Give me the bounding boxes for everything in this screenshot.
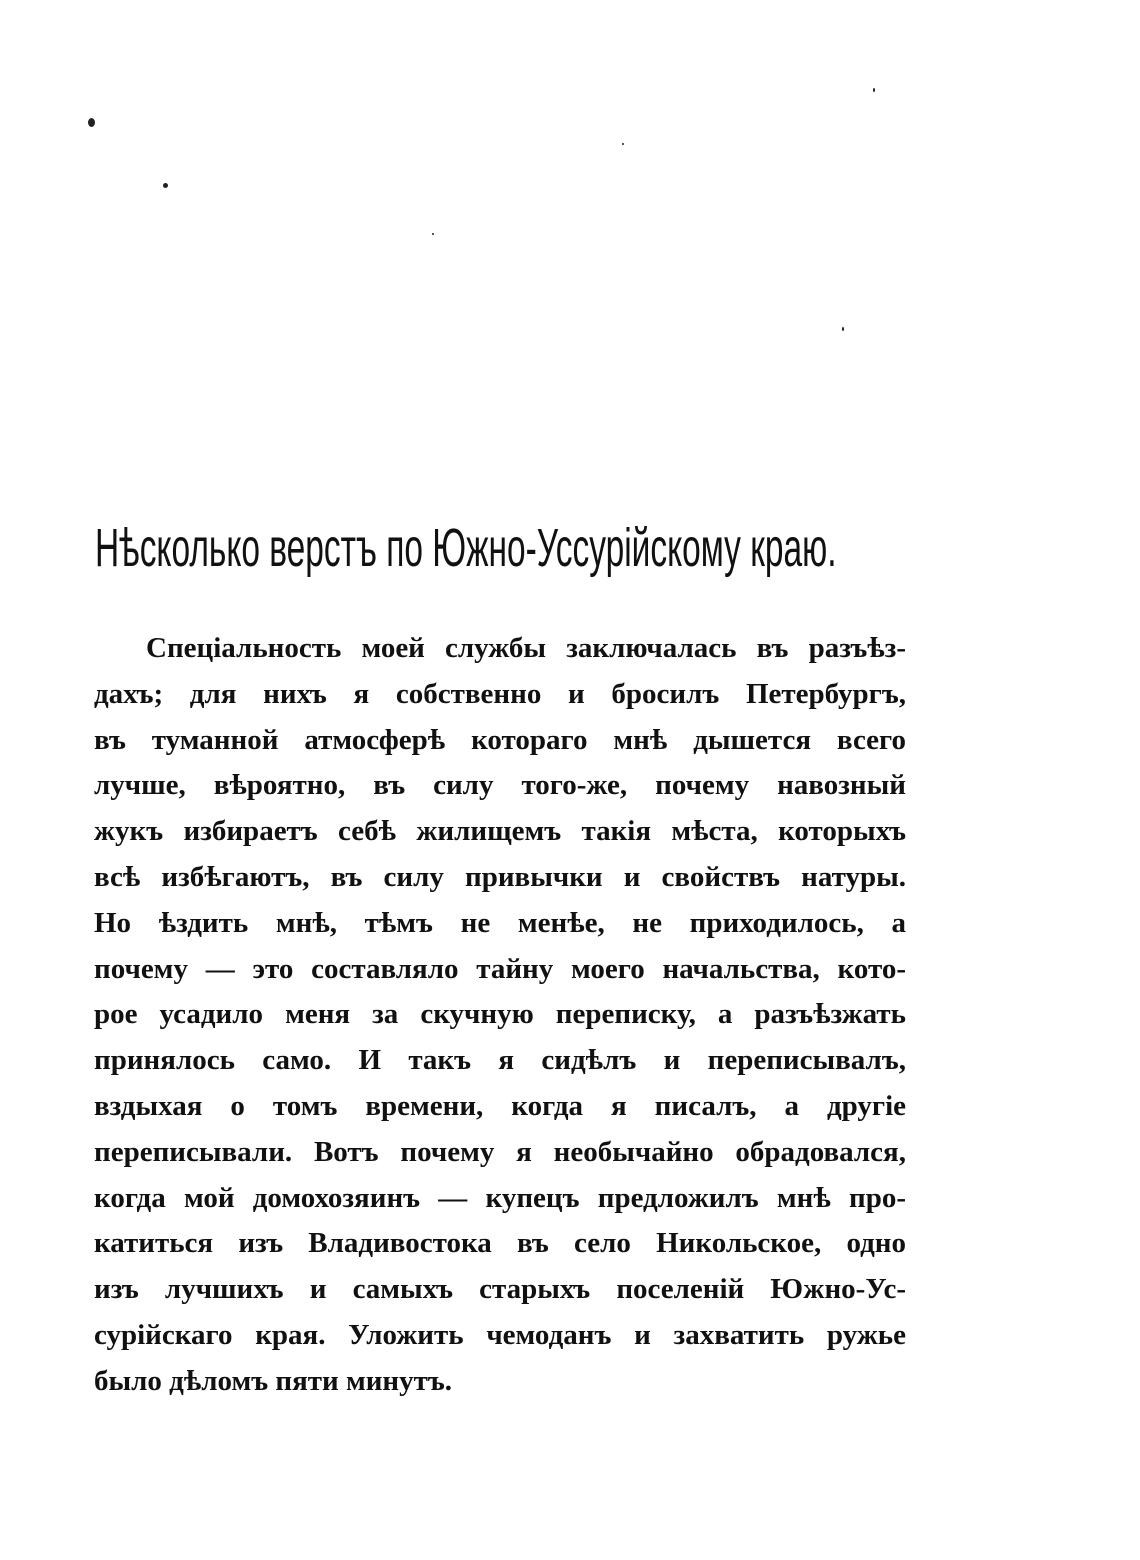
paragraph-line: когда мой домохозяинъ — купецъ предложилъ мнѣ про- (94, 1181, 906, 1214)
ink-speck (88, 118, 95, 127)
paragraph-line: принялось само. И такъ я сидѣлъ и переписывалъ, (94, 1044, 906, 1077)
paragraph-line: было дѣломъ пяти минутъ. (94, 1364, 453, 1397)
chapter-paragraph (94, 626, 906, 1405)
paragraph-line: всѣ избѣгаютъ, въ силу привычки и свойствъ натуры. (94, 860, 906, 893)
paragraph-line: изъ лучшихъ и самыхъ старыхъ поселеній Южно-Ус- (94, 1273, 906, 1306)
paragraph-line: катиться изъ Владивостока въ село Никольское, одно (94, 1227, 906, 1260)
paragraph-line: дахъ; для нихъ я собственно и бросилъ Петербургъ, (94, 677, 906, 710)
paragraph-line: вздыхая о томъ времени, когда я писалъ, а другіе (94, 1089, 906, 1122)
paragraph-line: сурійскаго края. Уложить чемоданъ и захватить ружье (94, 1318, 906, 1351)
paragraph-line: рое усадило меня за скучную переписку, а разъѣзжать (94, 998, 906, 1031)
ink-speck (163, 183, 168, 188)
ink-speck (842, 327, 844, 331)
paragraph-line: Но ѣздить мнѣ, тѣмъ не менѣе, не приходилось, а (94, 906, 906, 939)
paragraph-line: лучше, вѣроятно, въ силу того-же, почему навозный (94, 769, 906, 802)
paragraph-line: переписывали. Вотъ почему я необычайно обрадовался, (94, 1135, 906, 1168)
paragraph-line: Спеціальность моей службы заключалась въ разъѣз- (146, 632, 906, 664)
ink-speck (873, 88, 875, 92)
paragraph-line: въ туманной атмосферѣ котораго мнѣ дышется всего (94, 723, 906, 756)
ink-speck (622, 143, 624, 145)
ink-speck (432, 233, 434, 235)
chapter-title: Нѣсколько верстъ по Южно-Уссурійскому краю. (95, 518, 837, 578)
paragraph-line: жукъ избираетъ себѣ жилищемъ такія мѣста, которыхъ (94, 815, 906, 848)
paragraph-line: почему — это составляло тайну моего начальства, кото- (94, 952, 906, 985)
